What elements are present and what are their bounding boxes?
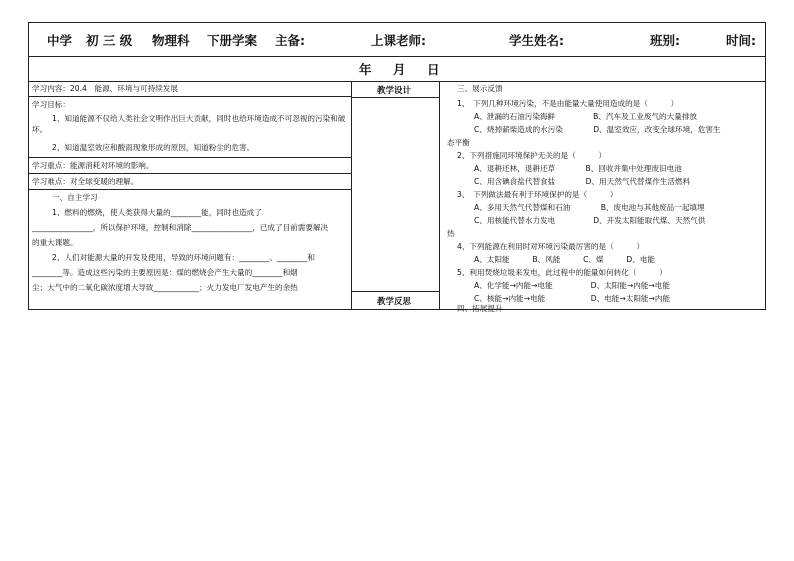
teaching-design-label: 教学设计 <box>377 86 412 96</box>
class-label: 班别: <box>650 33 680 48</box>
doc-type-label: 下册学案 <box>207 33 258 48</box>
exercise-1-options-ab: A、泄漏的石油污染海鲜 B、汽车及工业废气的大量排放 <box>474 112 698 121</box>
difficulty: 学习难点：对全球变暖的理解。 <box>32 177 139 186</box>
exercise-5-options-cd: C、核能→内能→电能 D、电能→太阳能→内能 <box>474 294 671 303</box>
section-3-title: 三、展示反馈 <box>457 84 503 93</box>
teacher-label: 上课老师: <box>371 33 426 48</box>
school-label: 中学 <box>47 33 73 48</box>
divider <box>351 291 439 292</box>
exercise-1-options-cd: C、烧掉薪柴造成的水污染 D、温室效应，改变全球环境，危害生 <box>474 125 721 134</box>
year-label: 年 <box>359 62 372 77</box>
exercise-3-options-cont: 热 <box>447 229 455 238</box>
subject-label: 物理科 <box>152 33 190 48</box>
editor-label: 主备: <box>275 33 305 48</box>
question-1-line-b: ________________，所以保护环境，控制和消除________________，已成了目前需要解决 <box>32 223 329 232</box>
goal-1: 1、知道能源不仅给人类社会文明作出巨大贡献，同时也给环境造成不可忽视的污染和破坏。 <box>32 114 346 134</box>
exercise-1: 1、 下列几种环境污染，不是由能量大量使用造成的是（ ） <box>457 99 679 108</box>
self-study-title: 一、自主学习 <box>52 193 98 202</box>
key-point: 学习重点：能源消耗对环境的影响。 <box>32 161 154 170</box>
student-name-label: 学生姓名: <box>509 33 564 48</box>
goal-2: 2、知道温室效应和酸雨现象形成的原因，知道粉尘的危害。 <box>52 143 255 152</box>
divider <box>351 97 439 98</box>
content-row: 学习内容：20.4 能源、环境与可持续发展 <box>32 84 178 93</box>
column-divider-right <box>439 81 440 309</box>
exercise-3-options-cd: C、用核能代替水力发电 D、开发太阳能取代煤、天然气供 <box>474 216 706 225</box>
exercise-2: 2、下列措施同环境保护无关的是（ ） <box>457 151 607 160</box>
teaching-reflection-label: 教学反思 <box>377 297 412 307</box>
question-2-line-a: 2、人们对能源大量的开发及使用，导致的环境问题有：________、________和 <box>52 253 316 262</box>
exercise-3-options-ab: A、多用天然气代替煤和石油 B、废电池与其他废品一起填埋 <box>474 203 705 212</box>
header-row-2 <box>29 56 765 82</box>
question-1-line-a: 1、燃料的燃烧，使人类获得大量的________能，同时也造成了 <box>52 208 262 217</box>
day-label: 日 <box>427 62 440 77</box>
question-2-line-b: ________等。造成这些污染的主要原因是：煤的燃烧会产生大量的________和烟 <box>32 268 298 277</box>
divider <box>29 157 351 158</box>
exercise-2-options-ab: A、退耕还林，退耕还草 B、回收并集中处理废旧电池 <box>474 164 682 173</box>
divider <box>29 173 351 174</box>
column-divider-left <box>351 81 352 309</box>
lesson-plan-table <box>28 22 766 313</box>
goals-title: 学习目标： <box>32 100 70 109</box>
exercise-2-options-cd: C、用含碘食盐代替食盐 D、用天然气代替煤作生活燃料 <box>474 177 691 186</box>
exercise-1-options-cont: 态平衡 <box>447 138 470 147</box>
exercise-4: 4、下列能源在利用时对环境污染最厉害的是（ ） <box>457 242 645 251</box>
header-row-1 <box>29 23 765 57</box>
grade-label: 初 三 级 <box>86 33 133 48</box>
question-2-line-c: 尘；大气中的二氧化碳浓度增大导致____________；火力发电厂发电产生的余热 <box>32 283 298 292</box>
time-label: 时间: <box>726 33 756 48</box>
exercise-3: 3、 下列做法最有利于环境保护的是（ ） <box>457 190 618 199</box>
exercise-5-options-ad: A、化学能→内能→电能 D、太阳能→内能→电能 <box>474 281 670 290</box>
section-4-title: 四、拓展提升 <box>457 304 503 313</box>
exercise-4-options: A、太阳能 B、风能 C、煤 D、电能 <box>474 255 656 264</box>
month-label: 月 <box>393 62 406 77</box>
question-1-line-c: 的重大课题。 <box>32 238 78 247</box>
exercise-5: 5、利用焚烧垃圾来发电，此过程中的能量如何转化（ ） <box>457 268 667 277</box>
divider <box>29 189 351 190</box>
divider <box>29 96 351 97</box>
